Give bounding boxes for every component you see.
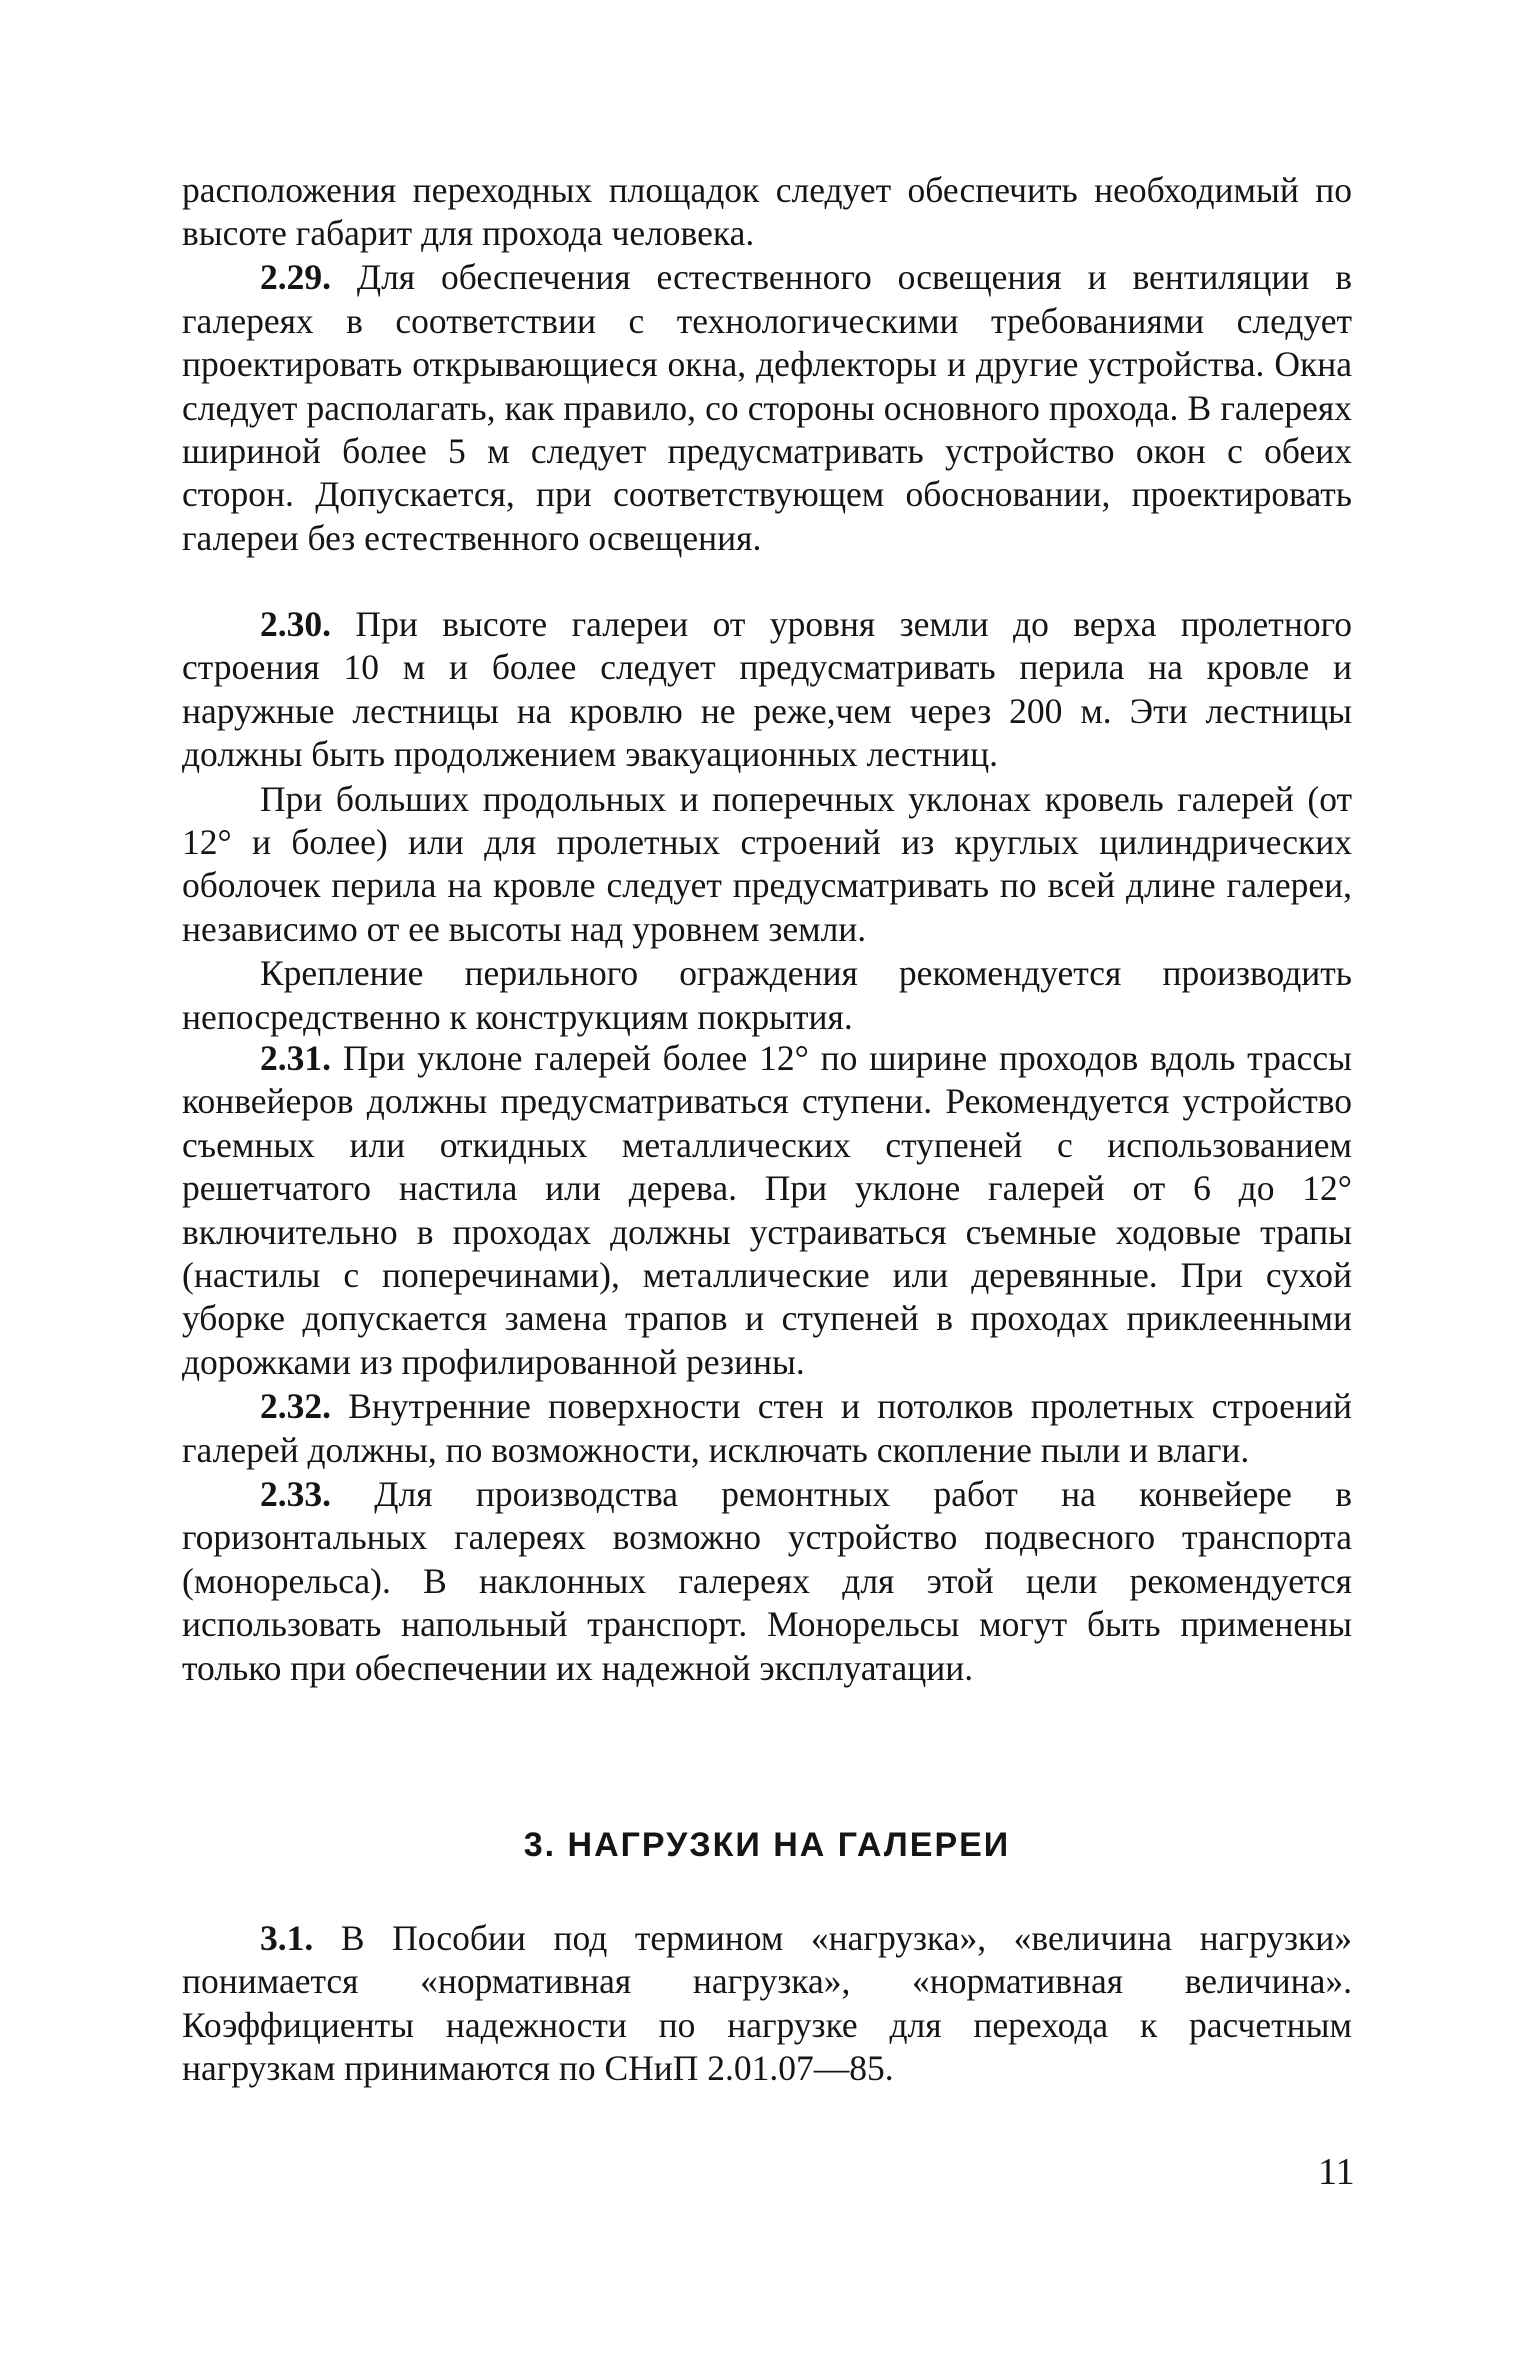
- paragraph-3-1: [182, 1917, 1352, 2091]
- clause-number: 2.33.: [260, 1474, 331, 1515]
- paragraph-2-31: [182, 1037, 1352, 1384]
- paragraph-2-31-text: При уклоне галерей более 12° по ширине проходов вдоль трассы конвейеров должны предусматриваться ступени. Рекомендуется устройство съемных или откидных металлических ступеней с использованием решетчатого настила или дерева. При уклоне галерей от 6 до 12° включительно в проходах должны устраиваться съемные ходовые трапы (настилы с поперечинами), металлические или деревянные. При сухой уборке допускается замена трапов и ступеней в проходах приклеенными дорожками из профилированной резины.: [182, 1038, 1352, 1382]
- block-3-1: [182, 1917, 1352, 2091]
- paragraph-2-30: [182, 603, 1352, 777]
- clause-number: 2.32.: [260, 1386, 331, 1427]
- paragraph-2-30-c-text: Крепление перильного ограждения рекомендуется производить непосредственно к конструкциям покрытия.: [182, 953, 1352, 1037]
- clause-number: 2.31.: [260, 1038, 331, 1078]
- paragraph-2-32: [182, 1385, 1352, 1472]
- block-230: [182, 603, 1352, 1039]
- clause-number: 2.29.: [260, 257, 331, 298]
- block-intro-229: [182, 169, 1352, 560]
- paragraph-intro-text: расположения переходных площадок следует обеспечить необходимый по высоте габарит для прохода человека.: [182, 170, 1352, 254]
- paragraph-2-29-text: Для обеспечения естественного освещения и вентиляции в галереях в соответствии с технологическими требованиями следует проектировать открывающиеся окна, дефлекторы и другие устройства. Окна следует располагать, как правило, со стороны основного прохода. В галереях шириной более 5 м следует предусматривать устройство окон с обеих сторон. Допускается, при соответствующем обосновании, проектировать галереи без естественного освещения.: [182, 257, 1352, 558]
- paragraph-intro: [182, 169, 1352, 256]
- paragraph-2-30-text: При высоте галереи от уровня земли до верха пролетного строения 10 м и более следует предусматривать перила на кровле и наружные лестницы на кровлю не реже,чем через 200 м. Эти лестницы должны быть продолжением эвакуационных лестниц.: [182, 604, 1352, 775]
- paragraph-2-33: [182, 1473, 1352, 1690]
- paragraph-2-30-b: [182, 778, 1352, 952]
- paragraph-2-33-text: Для производства ремонтных работ на конвейере в горизонтальных галереях возможно устройство подвесного транспорта (монорельса). В наклонных галереях для этой цели рекомендуется использовать напольный транспорт. Монорельсы могут быть применены только при обеспечении их надежной эксплуатации.: [182, 1474, 1352, 1688]
- paragraph-2-30-c: [182, 952, 1352, 1039]
- clause-number: 3.1.: [260, 1918, 314, 1958]
- block-231-233: [182, 1037, 1352, 1690]
- paragraph-3-1-text: В Пособии под термином «нагрузка», «величина нагрузки» понимается «нормативная нагрузка», «нормативная величина». Коэффициенты надежности по нагрузке для перехода к расчетным нагрузкам принимаются по СНиП 2.01.07—85.: [182, 1918, 1352, 2089]
- page-number: 11: [1318, 2151, 1355, 2193]
- clause-number: 2.30.: [260, 604, 331, 644]
- section-heading: 3. НАГРУЗКИ НА ГАЛЕРЕИ: [523, 1826, 1011, 1864]
- paragraph-2-32-text: Внутренние поверхности стен и потолков пролетных строений галерей должны, по возможности, исключать скопление пыли и влаги.: [182, 1386, 1352, 1470]
- paragraph-2-30-b-text: При больших продольных и поперечных уклонах кровель галерей (от 12° и более) или для пролетных строений из круглых цилиндрических оболочек перила на кровле следует предусматривать по всей длине галереи, независимо от ее высоты над уровнем земли.: [182, 778, 1352, 949]
- paragraph-2-29: [182, 256, 1352, 560]
